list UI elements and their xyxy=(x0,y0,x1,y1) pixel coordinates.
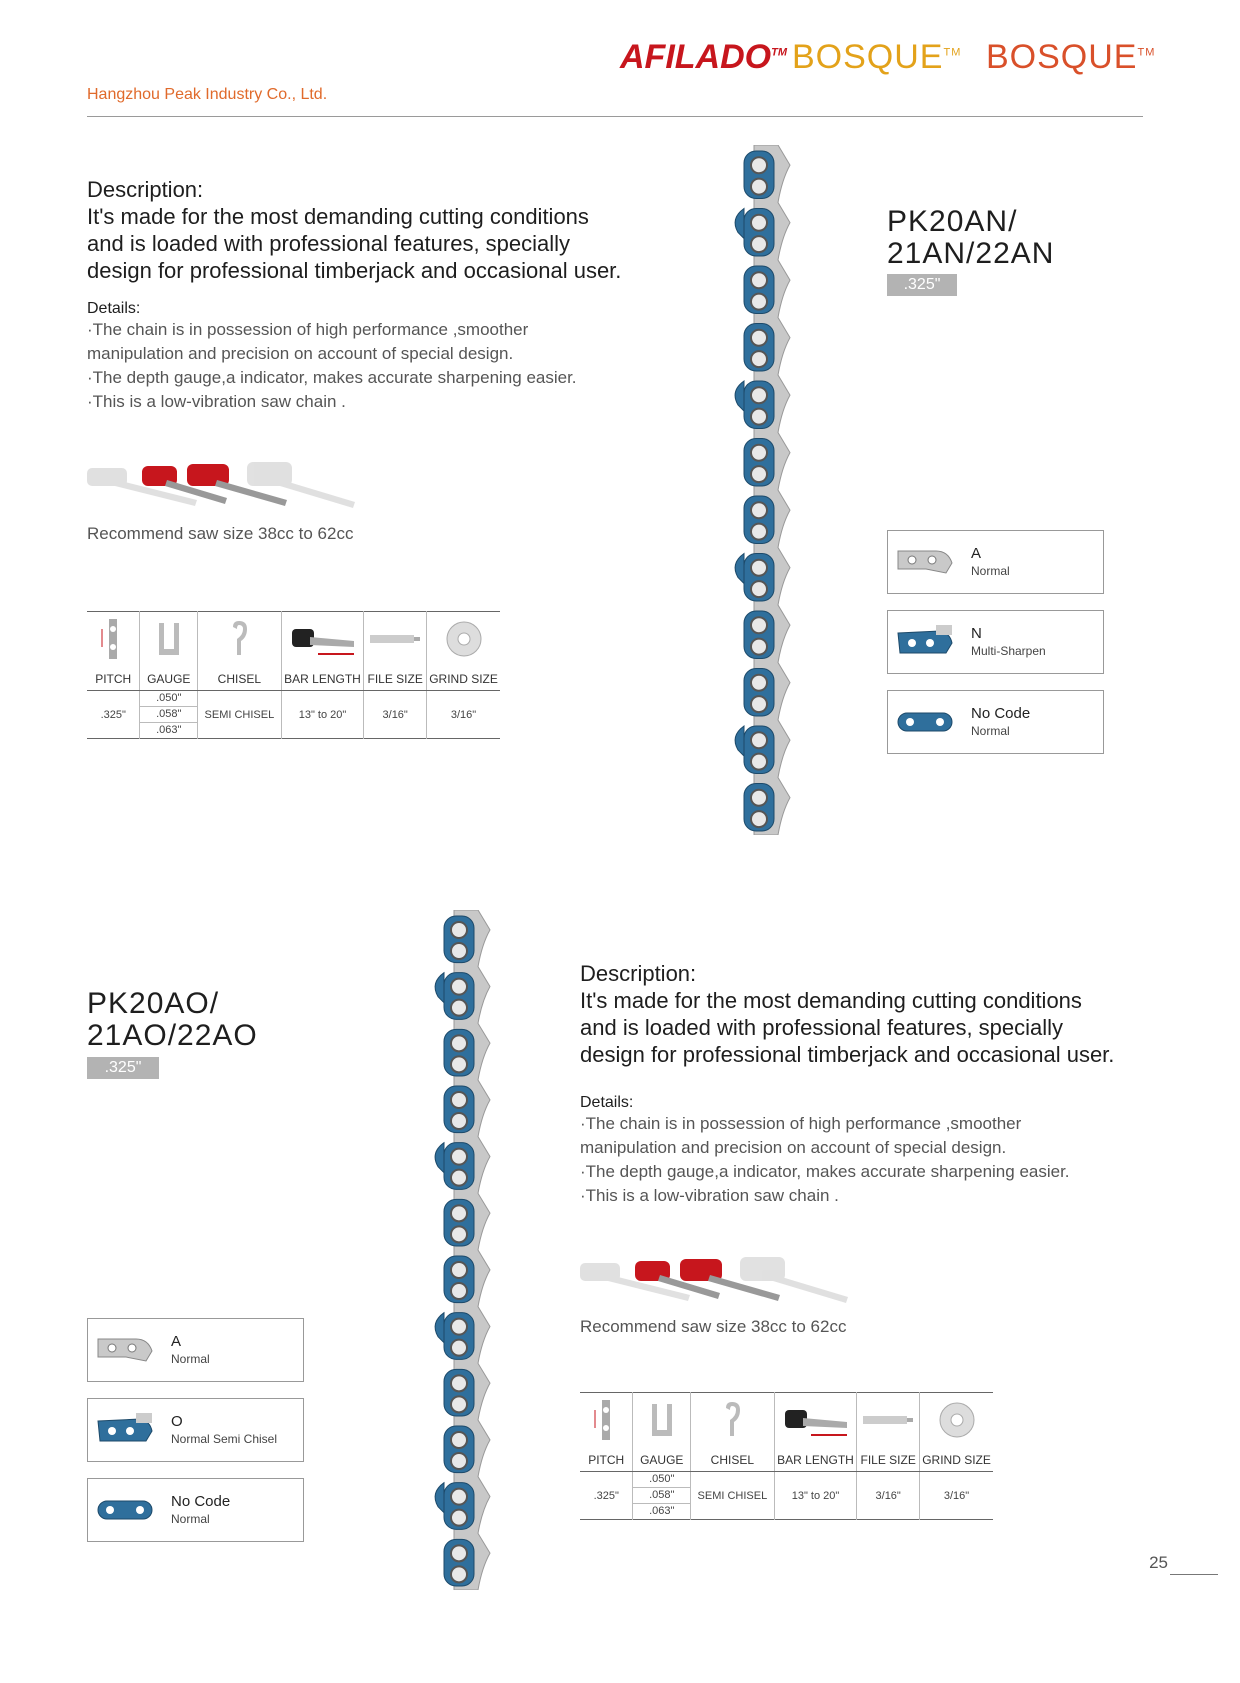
col-header-pitch: PITCH xyxy=(580,1449,633,1472)
chain-rivet xyxy=(451,979,467,995)
model-line: PK20AN/ xyxy=(887,205,1018,238)
bosque-gold-logo: BOSQUE™ xyxy=(792,38,962,76)
chain-rivet xyxy=(451,1226,467,1242)
variant-desc: Normal xyxy=(971,724,1010,738)
chain-rivet xyxy=(751,157,767,173)
file-size-icon xyxy=(857,1393,920,1450)
chain-rivet xyxy=(451,1035,467,1051)
page-number-underline xyxy=(1170,1574,1218,1575)
details-line: ·This is a low-vibration saw chain . xyxy=(580,1186,839,1205)
variant-a xyxy=(87,1318,304,1382)
drive-link-blue-icon xyxy=(896,703,956,739)
chain-rivet xyxy=(751,675,767,691)
details-heading: Details: xyxy=(87,300,141,317)
bosque-orange-logo: BOSQUE™ xyxy=(986,38,1156,76)
chain-cutter xyxy=(435,973,444,1003)
cell-bar-length: 13" to 20" xyxy=(281,691,364,739)
gauge-value: .063" xyxy=(156,724,182,736)
chainsaw-size-icon xyxy=(580,1255,850,1315)
cell-file-size: 3/16" xyxy=(364,691,427,739)
chisel-icon xyxy=(691,1393,775,1450)
chain-rivet xyxy=(451,1375,467,1391)
chain-rivet xyxy=(451,1510,467,1526)
cutter-blue-icon xyxy=(96,1411,156,1447)
col-header-bar-length: BAR LENGTH xyxy=(281,668,364,691)
description-line: design for professional timberjack and occasional user. xyxy=(580,1042,1115,1067)
cell-chisel: SEMI CHISEL xyxy=(198,691,282,739)
bar-length-icon xyxy=(281,612,364,669)
chain-rivet xyxy=(451,1170,467,1186)
details-heading: Details: xyxy=(580,1094,634,1111)
chain-cutter xyxy=(435,1313,444,1343)
pitch-icon xyxy=(87,612,140,669)
spec-table-bottom xyxy=(580,1392,993,1520)
description-line: It's made for the most demanding cutting conditions xyxy=(87,204,589,229)
variant-desc: Normal xyxy=(171,1352,210,1366)
chain-rivet xyxy=(451,1432,467,1448)
chain-rivet xyxy=(751,272,767,288)
variant-code: O xyxy=(171,1413,183,1430)
col-header-gauge: GAUGE xyxy=(633,1449,691,1472)
model-line: 21AN/22AN xyxy=(887,237,1055,270)
cell-grind-size: 3/16" xyxy=(450,708,477,721)
bottom-details xyxy=(580,1094,1180,1208)
details-line: ·The chain is in possession of high performance ,smoother xyxy=(87,320,529,339)
variant-n xyxy=(887,610,1104,674)
variant-a xyxy=(887,530,1104,594)
chain-rivet xyxy=(451,1283,467,1299)
drive-link-blue-icon xyxy=(96,1491,156,1527)
chain-rivet xyxy=(751,560,767,576)
pitch-badge-top: .325" xyxy=(887,274,957,296)
chain-rivet xyxy=(751,502,767,518)
chain-rivet xyxy=(451,1205,467,1221)
gauge-value: .058" xyxy=(633,1488,690,1504)
chain-rivet xyxy=(751,409,767,425)
chain-rivet xyxy=(751,351,767,367)
chain-rivet xyxy=(751,790,767,806)
chain-rivet xyxy=(451,1396,467,1412)
chain-rivet xyxy=(751,811,767,827)
col-header-pitch: PITCH xyxy=(87,668,140,691)
recommend-saw-size: Recommend saw size 38cc to 62cc xyxy=(580,1317,847,1336)
chain-cutter xyxy=(735,554,744,584)
recommend-saw-size: Recommend saw size 38cc to 62cc xyxy=(87,524,354,543)
col-header-chisel: CHISEL xyxy=(691,1449,775,1472)
chain-rivet xyxy=(451,1056,467,1072)
saw-chain-image-top xyxy=(700,145,820,835)
chain-rivet xyxy=(451,943,467,959)
chain-rivet xyxy=(451,1489,467,1505)
col-header-chisel: CHISEL xyxy=(198,668,282,691)
file-size-icon xyxy=(364,612,427,669)
variant-code: N xyxy=(971,625,982,642)
chain-rivet xyxy=(451,1453,467,1469)
gauge-value: .063" xyxy=(649,1505,675,1517)
col-header-file-size: FILE SIZE xyxy=(364,668,427,691)
cutter-blue-icon xyxy=(896,623,956,659)
variant-desc: Multi-Sharpen xyxy=(971,644,1046,658)
chain-rivet xyxy=(751,330,767,346)
chain-cutter xyxy=(435,1483,444,1513)
pitch-icon xyxy=(580,1393,633,1450)
model-line: 21AO/22AO xyxy=(87,1019,258,1052)
saw-chain-image-bottom xyxy=(410,910,510,1590)
col-header-bar-length: BAR LENGTH xyxy=(774,1449,857,1472)
details-line: ·The depth gauge,a indicator, makes accurate sharpening easier. xyxy=(580,1162,1070,1181)
grind-size-icon xyxy=(920,1393,993,1450)
gauge-value: .058" xyxy=(140,707,197,723)
cell-pitch: .325" xyxy=(580,1472,633,1520)
chain-rivet xyxy=(751,445,767,461)
chain-rivet xyxy=(751,215,767,231)
chain-rivet xyxy=(751,387,767,403)
chain-rivet xyxy=(751,524,767,540)
variant-desc: Normal Semi Chisel xyxy=(171,1432,278,1446)
details-line: ·The depth gauge,a indicator, makes accurate sharpening easier. xyxy=(87,368,577,387)
details-line: ·The chain is in possession of high performance ,smoother xyxy=(580,1114,1022,1133)
chain-rivet xyxy=(451,1262,467,1278)
variant-desc: Normal xyxy=(971,564,1010,578)
col-header-grind-size: GRIND SIZE xyxy=(920,1449,993,1472)
description-line: and is loaded with professional features, specially xyxy=(580,1015,1064,1040)
description-heading: Description: xyxy=(580,961,697,986)
cell-chisel: SEMI CHISEL xyxy=(691,1472,775,1520)
chain-cutter xyxy=(735,381,744,411)
top-details xyxy=(87,300,647,414)
chain-rivet xyxy=(451,1340,467,1356)
cutter-silver-icon xyxy=(896,543,956,579)
chainsaw-size-icon xyxy=(87,460,357,520)
cell-pitch: .325" xyxy=(87,691,140,739)
bottom-description xyxy=(580,960,1200,1068)
description-line: design for professional timberjack and occasional user. xyxy=(87,258,622,283)
chain-rivet xyxy=(751,732,767,748)
description-line: and is loaded with professional features, specially xyxy=(87,231,571,256)
variant-code: No Code xyxy=(171,1493,231,1510)
chain-rivet xyxy=(751,179,767,195)
chain-rivet xyxy=(451,1545,467,1561)
spec-table-top xyxy=(87,611,500,739)
model-line: PK20AO/ xyxy=(87,987,220,1020)
cutter-silver-icon xyxy=(96,1331,156,1367)
variant-code: A xyxy=(171,1333,182,1350)
variant-no-code xyxy=(87,1478,304,1542)
col-header-gauge: GAUGE xyxy=(140,668,198,691)
top-description xyxy=(87,176,687,284)
chain-rivet xyxy=(751,581,767,597)
chain-rivet xyxy=(451,1149,467,1165)
details-line: manipulation and precision on account of special design. xyxy=(87,344,514,363)
description-heading: Description: xyxy=(87,177,204,202)
chain-rivet xyxy=(751,754,767,770)
chain-rivet xyxy=(451,1113,467,1129)
gauge-icon xyxy=(140,612,198,669)
afilado-logo: AFILADO™ xyxy=(620,38,787,76)
cell-bar-length: 13" to 20" xyxy=(774,1472,857,1520)
cell-gauge xyxy=(140,691,198,739)
details-line: manipulation and precision on account of special design. xyxy=(580,1138,1007,1157)
chain-cutter xyxy=(435,1143,444,1173)
cell-gauge xyxy=(633,1472,691,1520)
col-header-grind-size: GRIND SIZE xyxy=(427,668,500,691)
variant-o xyxy=(87,1398,304,1462)
chain-cutter xyxy=(735,726,744,756)
page-number: 25 xyxy=(1149,1553,1168,1572)
company-name: Hangzhou Peak Industry Co., Ltd. xyxy=(87,86,328,103)
chain-rivet xyxy=(751,466,767,482)
gauge-value: .050" xyxy=(140,691,197,707)
chain-rivet xyxy=(751,236,767,252)
chain-rivet xyxy=(751,617,767,633)
chain-rivet xyxy=(751,696,767,712)
gauge-icon xyxy=(633,1393,691,1450)
details-line: ·This is a low-vibration saw chain . xyxy=(87,392,346,411)
col-header-file-size: FILE SIZE xyxy=(857,1449,920,1472)
chain-rivet xyxy=(451,1092,467,1108)
chain-rivet xyxy=(451,1000,467,1016)
pitch-badge-bottom: .325" xyxy=(87,1057,159,1079)
chain-rivet xyxy=(451,1319,467,1335)
gauge-value: .050" xyxy=(633,1472,690,1488)
chain-rivet xyxy=(751,639,767,655)
variant-desc: Normal xyxy=(171,1512,210,1526)
chain-rivet xyxy=(451,922,467,938)
description-line: It's made for the most demanding cutting conditions xyxy=(580,988,1082,1013)
chain-rivet xyxy=(451,1566,467,1582)
header-divider xyxy=(87,116,1143,117)
chisel-icon xyxy=(198,612,282,669)
model-title-top xyxy=(887,206,1054,270)
variant-no-code xyxy=(887,690,1104,754)
grind-size-icon xyxy=(427,612,500,669)
chain-rivet xyxy=(751,294,767,310)
variant-code: No Code xyxy=(971,705,1031,722)
chain-cutter xyxy=(735,209,744,239)
cell-file-size: 3/16" xyxy=(857,1472,920,1520)
model-title-bottom xyxy=(87,988,258,1052)
cell-grind-size: 3/16" xyxy=(943,1489,970,1502)
variant-code: A xyxy=(971,545,982,562)
bar-length-icon xyxy=(774,1393,857,1450)
